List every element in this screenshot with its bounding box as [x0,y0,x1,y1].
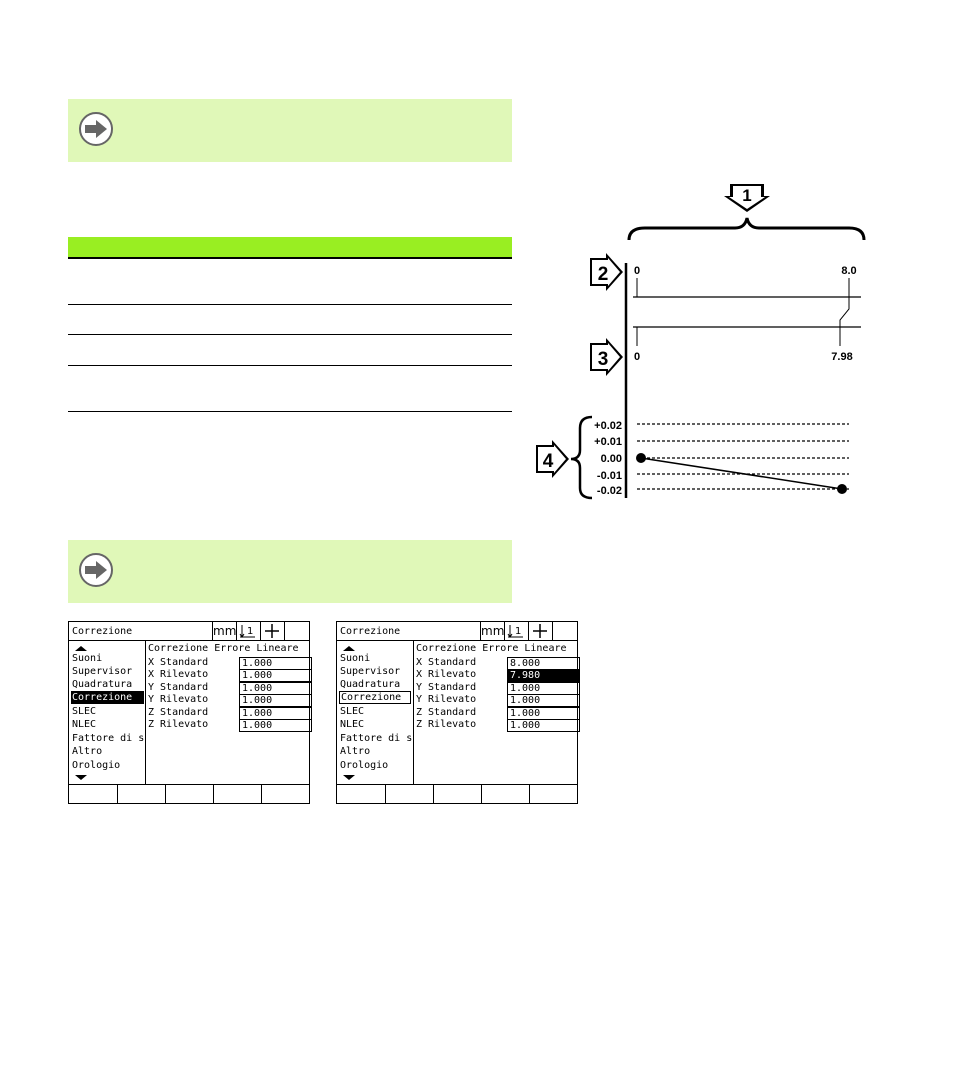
x-measured-field[interactable]: 7.980 [507,669,580,682]
menu-item-supervisor[interactable]: Supervisor [340,666,401,677]
table-header [68,237,512,259]
menu-item-quadratura[interactable]: Quadratura [340,679,401,690]
arrow-right-icon [79,553,113,587]
scroll-down-icon[interactable] [343,775,355,780]
table-divider [68,411,512,412]
panel-title: Correzione Errore Lineare [148,643,299,654]
screen-left [68,621,310,804]
scale-label: +0.01 [594,436,622,448]
measured-start-label: 0 [633,351,641,363]
menu-item-suoni[interactable]: Suoni [72,653,103,664]
softkey-5[interactable] [530,784,577,803]
scale-label: -0.01 [596,470,622,482]
arrow-right-icon [79,112,113,146]
y-measured-field[interactable]: 1.000 [239,694,312,707]
field-label: X Rilevato [148,669,209,680]
scale-brace [571,417,592,498]
field-label: Y Standard [416,682,477,693]
x-standard-field[interactable]: 8.000 [507,657,580,670]
svg-text:1: 1 [515,626,522,637]
field-label: Y Rilevato [148,694,209,705]
menu-item-orologio[interactable]: Orologio [72,760,121,771]
y-standard-field[interactable]: 1.000 [239,682,312,695]
z-measured-field[interactable]: 1.000 [239,719,312,732]
error-correction-diagram [520,170,870,510]
x-standard-field[interactable]: 1.000 [239,657,312,670]
menu-item-orologio[interactable]: Orologio [340,760,389,771]
softkey-2[interactable] [386,784,434,803]
z-measured-field[interactable]: 1.000 [507,719,580,732]
softkey-3[interactable] [434,784,482,803]
field-label: Z Rilevato [148,719,209,730]
softkey-2[interactable] [118,784,166,803]
screen-title: Correzione [337,622,481,641]
toolbar-blank [553,622,577,641]
y-measured-field[interactable]: 1.000 [507,694,580,707]
field-label: Y Standard [148,682,209,693]
note-box-bottom [68,540,512,603]
z-standard-field[interactable]: 1.000 [507,707,580,720]
field-label: Z Rilevato [416,719,477,730]
error-point-end [837,484,847,494]
callout-1-icon [724,184,770,212]
menu-item-altro[interactable]: Altro [72,746,103,757]
svg-text:4: 4 [542,451,554,472]
softkey-4[interactable] [482,784,530,803]
menu-item-nlec[interactable]: NLEC [72,719,97,730]
scale-label: -0.02 [596,485,622,497]
x-measured-field[interactable]: 1.000 [239,669,312,682]
table-divider [68,334,512,335]
softkey-4[interactable] [214,784,262,803]
menu-item-fattore[interactable]: Fattore di s [72,733,144,744]
menu-item-nlec[interactable]: NLEC [340,719,365,730]
svg-text:1: 1 [247,626,254,637]
datum-icon[interactable] [505,622,529,641]
scale-label: 0.00 [600,453,622,465]
callout-4-icon [536,440,569,478]
correction-panel [147,641,309,784]
menu-item-slec[interactable]: SLEC [72,706,97,717]
menu-item-quadratura[interactable]: Quadratura [72,679,133,690]
unit-button[interactable]: mm [213,622,237,641]
menu-item-supervisor[interactable]: Supervisor [72,666,133,677]
scroll-up-icon[interactable] [343,646,355,651]
crosshair-icon[interactable] [529,622,553,641]
toolbar-blank [285,622,309,641]
crosshair-icon[interactable] [261,622,285,641]
softkey-3[interactable] [166,784,214,803]
menu-item-altro[interactable]: Altro [340,746,371,757]
field-label: Y Rilevato [416,694,477,705]
error-point-start [636,453,646,463]
table-divider [68,304,512,305]
scroll-down-icon[interactable] [75,775,87,780]
screen-title: Correzione [69,622,213,641]
scale-label: +0.02 [594,420,622,432]
screen-right [336,621,578,804]
standard-end-label: 8.0 [841,265,857,277]
menu-item-suoni[interactable]: Suoni [340,653,371,664]
correction-panel [415,641,577,784]
unit-button[interactable]: mm [481,622,505,641]
settings-menu [337,641,414,784]
svg-text:2: 2 [597,264,609,285]
softkey-5[interactable] [262,784,309,803]
field-label: X Rilevato [416,669,477,680]
field-label: X Standard [416,657,477,668]
field-label: X Standard [148,657,209,668]
field-label: Z Standard [416,707,477,718]
softkey-1[interactable] [69,784,118,803]
field-label: Z Standard [148,707,209,718]
note-box-top [68,99,512,162]
standard-start-label: 0 [633,265,641,277]
measured-end-label: 7.98 [831,351,853,363]
menu-item-slec[interactable]: SLEC [340,706,365,717]
top-brace [629,218,864,240]
menu-item-correzione[interactable]: Correzione [339,691,411,704]
datum-icon[interactable] [237,622,261,641]
z-standard-field[interactable]: 1.000 [239,707,312,720]
svg-text:3: 3 [597,349,609,370]
menu-item-correzione[interactable]: Correzione [71,691,144,704]
svg-text:1: 1 [742,186,752,205]
callout-2-icon [590,253,623,291]
y-standard-field[interactable]: 1.000 [507,682,580,695]
settings-menu [69,641,146,784]
callout-3-icon [590,338,623,376]
scroll-up-icon[interactable] [75,646,87,651]
table-divider [68,365,512,366]
softkey-1[interactable] [337,784,386,803]
menu-item-fattore[interactable]: Fattore di s [340,733,412,744]
panel-title: Correzione Errore Lineare [416,643,567,654]
